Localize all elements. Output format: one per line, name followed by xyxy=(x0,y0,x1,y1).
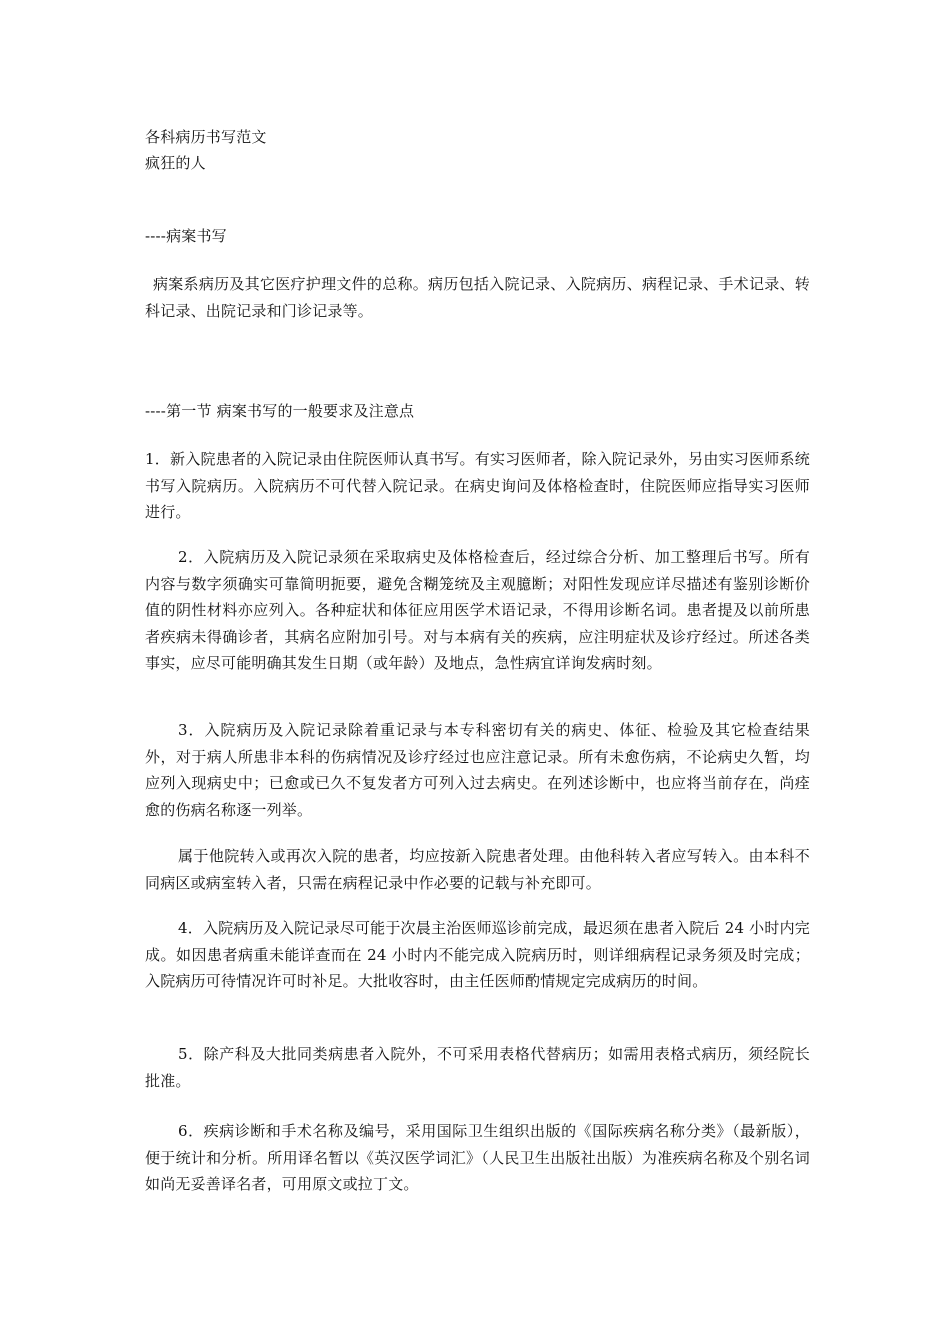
paragraph-transfer: 属于他院转入或再次入院的患者，均应按新入院患者处理。由他科转入者应写转入。由本科不同病区或病室转入者，只需在病程记录中作必要的记载与补充即可。 xyxy=(145,847,810,892)
paragraph-2: 2．入院病历及入院记录须在采取病史及体格检查后，经过综合分析、加工整理后书写。所有内容与数字须确实可靠简明扼要，避免含糊笼统及主观臆断；对阳性发现应详尽描述有鉴别诊断价值的阴性材料亦应列入。各种症状和体征应用医学术语记录，不得用诊断名词。患者提及以前所患者疾病未得确诊者，其病名应附加引号。对与本病有关的疾病，应注明症状及诊疗经过。所述各类事实，应尽可能明确其发生日期（或年龄）及地点，急性病宜详询发病时刻。 xyxy=(145,548,810,672)
document-author: 疯狂的人 xyxy=(145,154,206,172)
intro-paragraph: 病案系病历及其它医疗护理文件的总称。病历包括入院记录、入院病历、病程记录、手术记录、转科记录、出院记录和门诊记录等。 xyxy=(145,275,810,320)
paragraph-5: 5．除产科及大批同类病患者入院外，不可采用表格代替病历；如需用表格式病历，须经院长批准。 xyxy=(145,1045,810,1090)
section-heading: ----病案书写 xyxy=(145,227,227,245)
paragraph-4: 4．入院病历及入院记录尽可能于次晨主治医师巡诊前完成，最迟须在患者入院后 24 小时内完成。如因患者病重未能详查而在 24 小时内不能完成入院病历时，则详细病程记录务须及时完成；入院病历可待情况许可时补足。大批收容时，由主任医师酌情规定完成病历的时间。 xyxy=(145,919,810,990)
document-title: 各科病历书写范文 xyxy=(145,128,267,146)
paragraph-1: 1．新入院患者的入院记录由住院医师认真书写。有实习医师者，除入院记录外，另由实习医师系统书写入院病历。入院病历不可代替入院记录。在病史询问及体格检查时，住院医师应指导实习医师进行。 xyxy=(145,450,810,521)
chapter-heading: ----第一节 病案书写的一般要求及注意点 xyxy=(145,402,415,420)
paragraph-3: 3．入院病历及入院记录除着重记录与本专科密切有关的病史、体征、检验及其它检查结果外，对于病人所患非本科的伤病情况及诊疗经过也应注意记录。所有未愈伤病，不论病史久暂，均应列入现病史中；已愈或已久不复发者方可列入过去病史。在列述诊断中，也应将当前存在，尚痊愈的伤病名称逐一列举。 xyxy=(145,721,810,819)
paragraph-6: 6．疾病诊断和手术名称及编号，采用国际卫生组织出版的《国际疾病名称分类》（最新版），便于统计和分析。所用译名暂以《英汉医学词汇》（人民卫生出版社出版）为准疾病名称及个别名词如尚无妥善译名者，可用原文或拉丁文。 xyxy=(145,1122,810,1193)
